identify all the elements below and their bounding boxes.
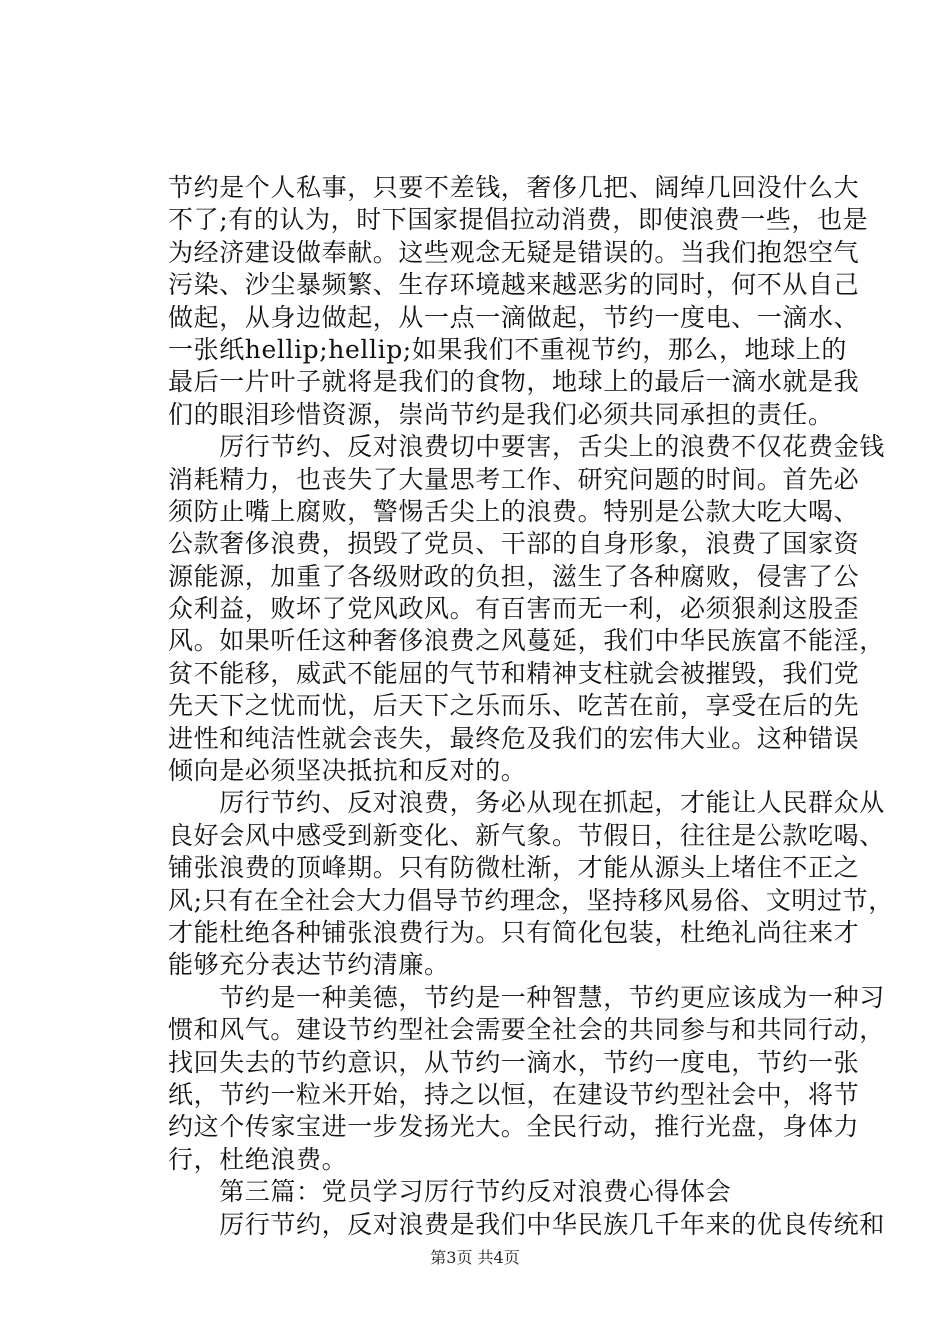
text-line: 能够充分表达节约清廉。	[168, 950, 450, 980]
text-line: 众利益，败坏了党风政风。有百害而无一利，必须狠刹这股歪	[168, 594, 860, 624]
text-line: 倾向是必须坚决抵抗和反对的。	[168, 756, 527, 786]
body-text	[168, 172, 894, 1241]
text-line: 做起，从身边做起，从一点一滴做起，节约一度电、一滴水、	[168, 302, 860, 332]
text-line: 为经济建设做奉献。这些观念无疑是错误的。当我们抱怨空气	[168, 237, 860, 267]
text-line: 源能源，加重了各级财政的负担，滋生了各种腐败，侵害了公	[168, 561, 860, 591]
text-line: 污染、沙尘暴频繁、生存环境越来越恶劣的同时，何不从自己	[168, 270, 860, 300]
text-line: 纸，节约一粒米开始，持之以恒，在建设节约型社会中，将节	[168, 1079, 860, 1109]
text-line: 行，杜绝浪费。	[168, 1144, 348, 1174]
text-line: 风;只有在全社会大力倡导节约理念，坚持移风易俗、文明过节，	[168, 885, 894, 915]
text-line: 不了;有的认为，时下国家提倡拉动消费，即使浪费一些，也是	[168, 205, 869, 235]
text-line: 厉行节约、反对浪费，务必从现在抓起，才能让人民群众从	[168, 788, 885, 818]
text-line: 铺张浪费的顶峰期。只有防微杜渐，才能从源头上堵住不正之	[168, 853, 860, 883]
page-footer: 第3页 共4页	[430, 1248, 520, 1267]
section-heading: 第三篇：党员学习厉行节约反对浪费心得体会	[168, 1177, 732, 1207]
text-line: 先天下之忧而忧，后天下之乐而乐、吃苦在前，享受在后的先	[168, 691, 860, 721]
text-line: 公款奢侈浪费，损毁了党员、干部的自身形象，浪费了国家资	[168, 529, 860, 559]
text-line: 进性和纯洁性就会丧失，最终危及我们的宏伟大业。这种错误	[168, 723, 860, 753]
text-line: 良好会风中感受到新变化、新气象。节假日，往往是公款吃喝、	[168, 820, 885, 850]
text-line: 们的眼泪珍惜资源，崇尚节约是我们必须共同承担的责任。	[168, 399, 834, 429]
text-line: 消耗精力，也丧失了大量思考工作、研究问题的时间。首先必	[168, 464, 860, 494]
text-line: 一张纸hellip;hellip;如果我们不重视节约，那么，地球上的	[168, 334, 848, 364]
text-line: 须防止嘴上腐败，警惕舌尖上的浪费。特别是公款大吃大喝、	[168, 496, 860, 526]
text-line: 最后一片叶子就将是我们的食物，地球上的最后一滴水就是我	[168, 367, 860, 397]
text-line: 找回失去的节约意识，从节约一滴水，节约一度电，节约一张	[168, 1047, 860, 1077]
text-line: 厉行节约、反对浪费切中要害，舌尖上的浪费不仅花费金钱	[168, 432, 885, 462]
text-line: 才能杜绝各种铺张浪费行为。只有简化包装，杜绝礼尚往来才	[168, 917, 860, 947]
text-line: 节约是个人私事，只要不差钱，奢侈几把、阔绰几回没什么大	[168, 173, 860, 202]
text-line: 厉行节约，反对浪费是我们中华民族几千年来的优良传统和	[168, 1209, 885, 1239]
text-line: 约这个传家宝进一步发扬光大。全民行动，推行光盘，身体力	[168, 1112, 860, 1142]
text-line: 节约是一种美德，节约是一种智慧，节约更应该成为一种习	[168, 982, 885, 1012]
text-line: 惯和风气。建设节约型社会需要全社会的共同参与和共同行动，	[168, 1015, 885, 1045]
text-line: 风。如果听任这种奢侈浪费之风蔓延，我们中华民族富不能淫，	[168, 626, 885, 656]
text-line: 贫不能移，威武不能屈的气节和精神支柱就会被摧毁，我们党	[168, 658, 860, 688]
